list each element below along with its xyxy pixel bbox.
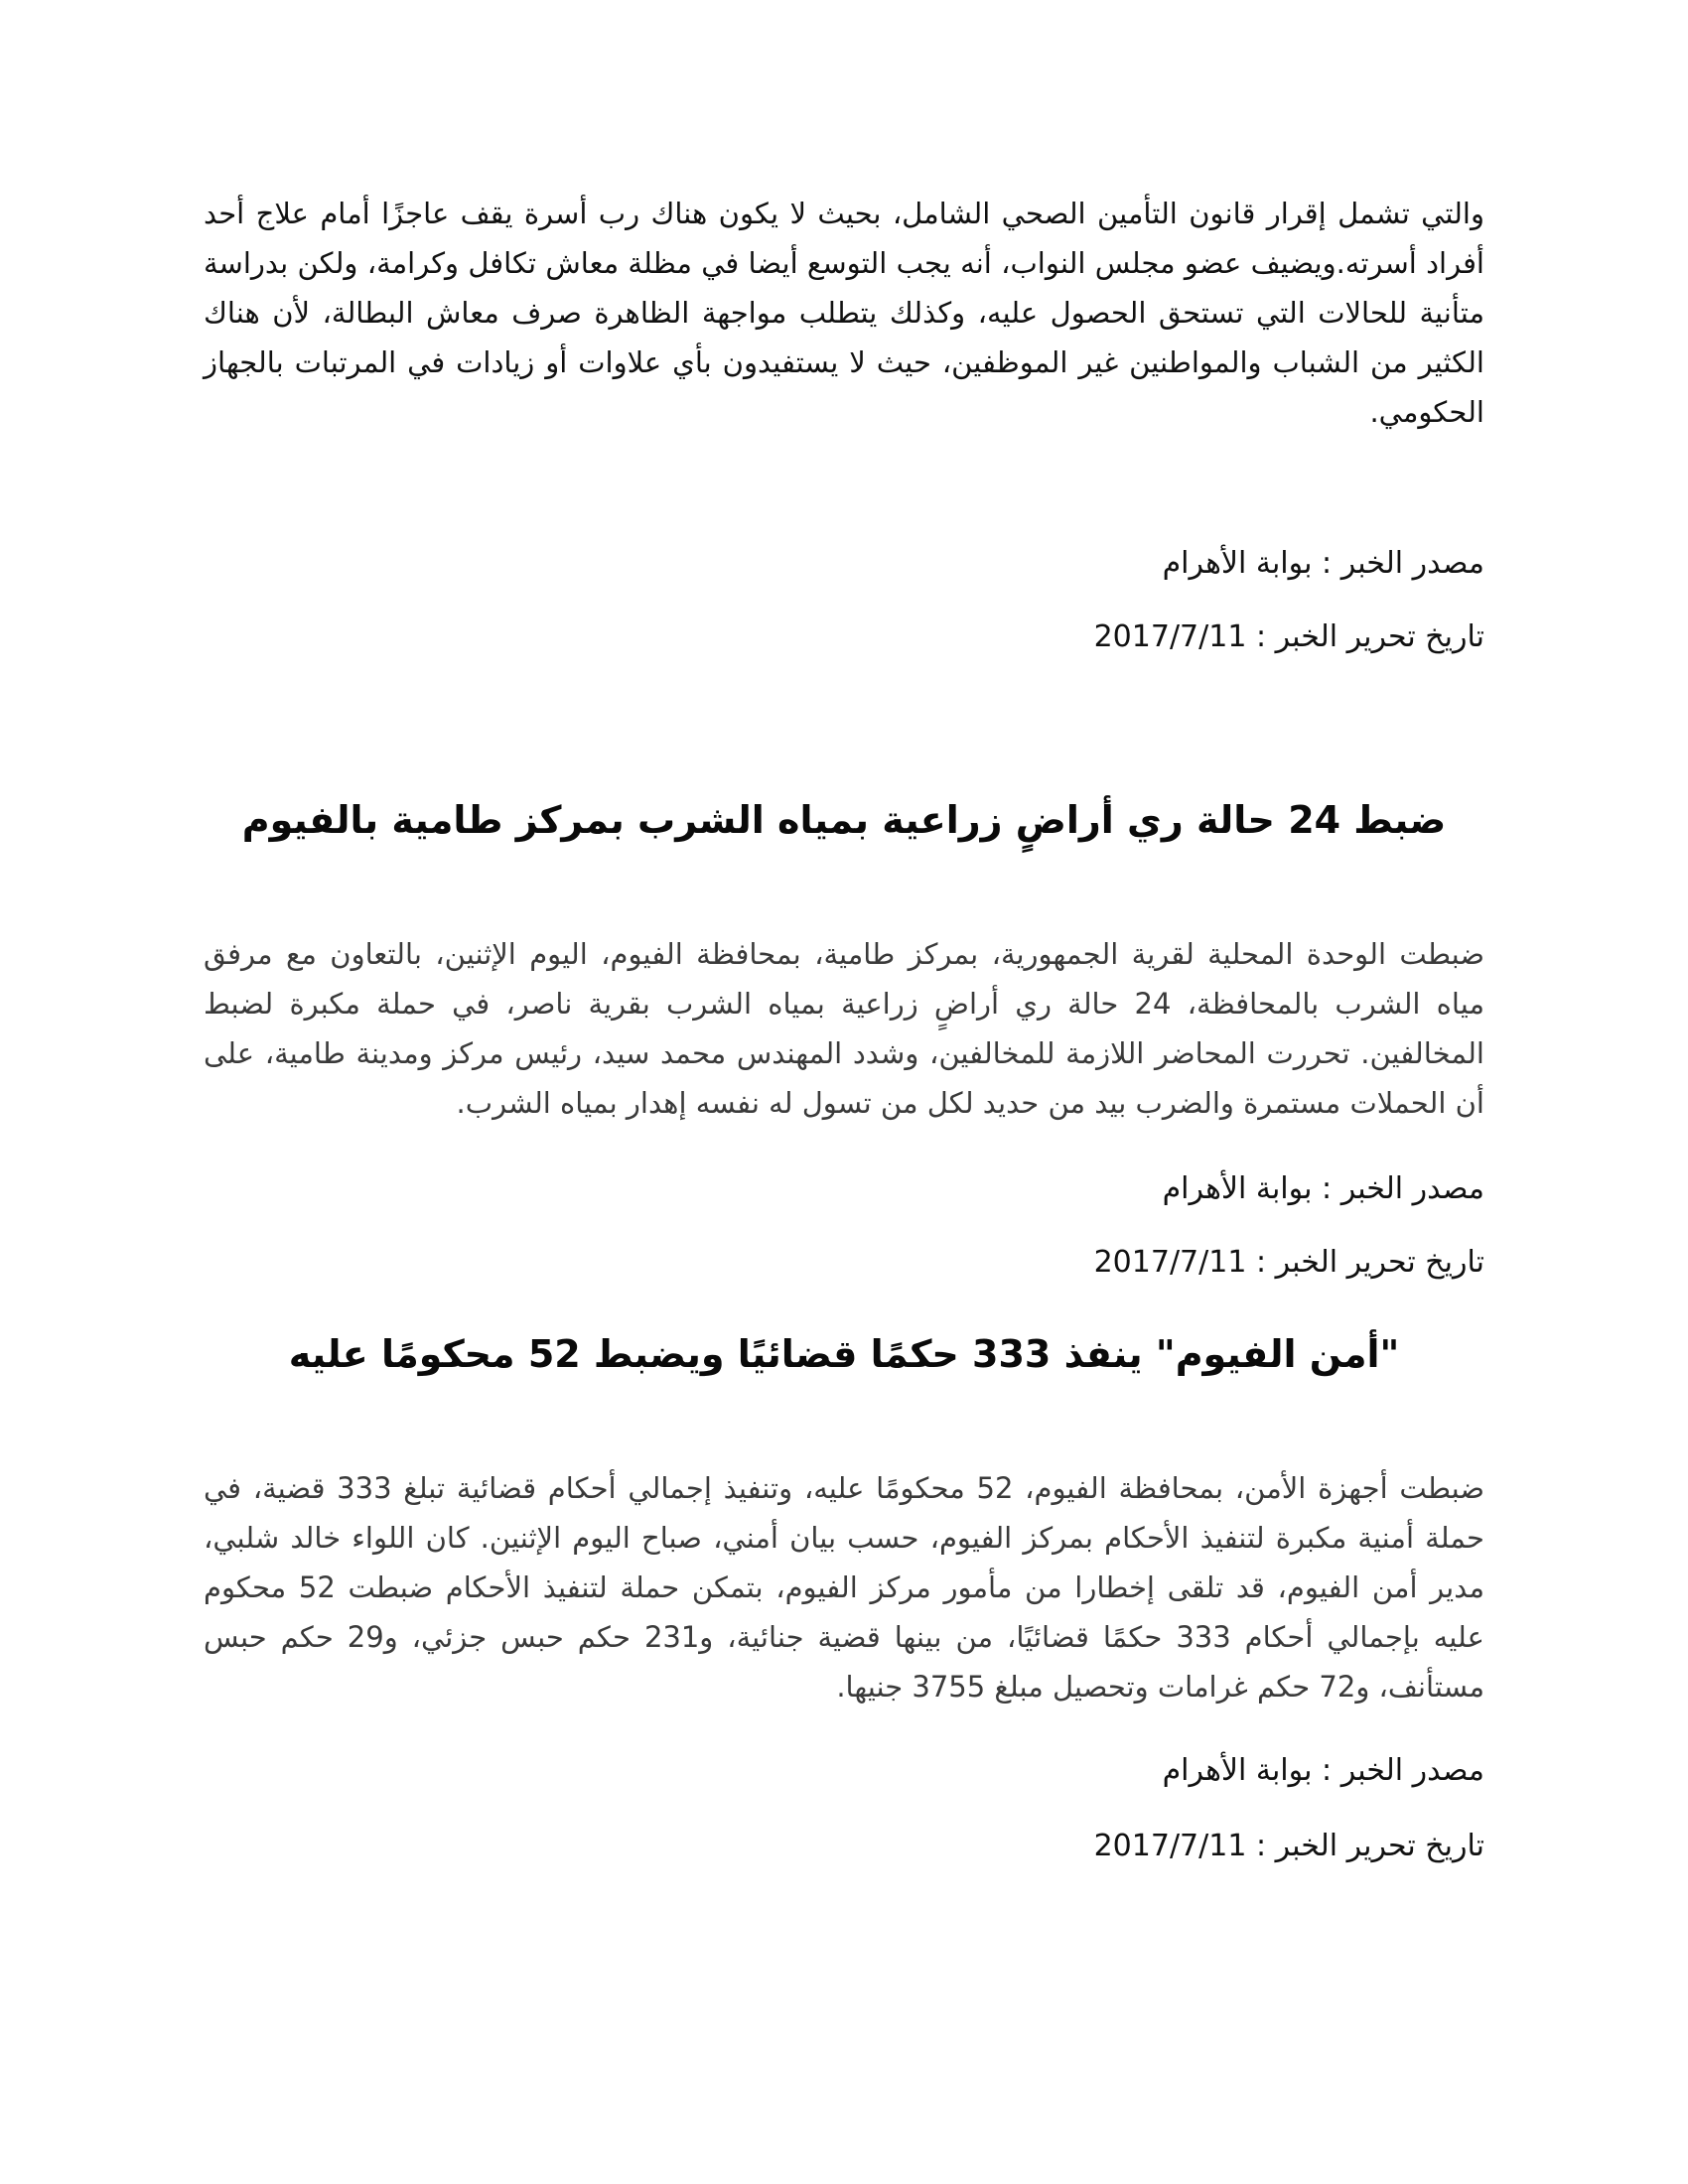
separator: : — [1312, 546, 1341, 581]
date-label: تاريخ تحرير الخبر — [1275, 1829, 1484, 1863]
article1-source-line — [204, 1167, 1484, 1211]
source-label: مصدر الخبر — [1340, 1171, 1484, 1206]
article2-title: "أمن الفيوم" ينفذ 333 حكمًا قضائيًا ويضبط 52 محكومًا عليه — [288, 1332, 1400, 1376]
source-value: بوابة الأهرام — [1162, 1171, 1313, 1206]
intro-date-line — [204, 615, 1484, 659]
article2-body — [204, 1463, 1484, 1711]
separator: : — [1246, 1829, 1276, 1863]
date-label: تاريخ تحرير الخبر — [1275, 619, 1484, 654]
date-value: 2017/7/11 — [1093, 1829, 1247, 1863]
article1-title: ضبط 24 حالة ري أراضٍ زراعية بمياه الشرب بمركز طامية بالفيوم — [241, 798, 1447, 842]
intro-paragraph: والتي تشمل إقرار قانون التأمين الصحي الشامل، بحيث لا يكون هناك رب أسرة يقف عاجزًا أمام علاج أحد أفراد أسرته.ويضيف عضو مجلس النواب، أنه يجب التوسع أيضا في مظلة معاش تكافل وكرامة، ولكن بدراسة متأنية للحالات التي تستحق الحصول عليه، وكذلك يتطلب مواجهة الظاهرة صرف معاش البطالة، لأن هناك الكثير من الشباب والمواطنين غير الموظفين، حيث لا يستفيدون بأي علاوات أو زيادات في المرتبات بالجهاز الحكومي. — [204, 197, 1484, 429]
article1-date-line — [204, 1241, 1484, 1285]
intro-section — [204, 189, 1484, 437]
source-value: بوابة الأهرام — [1162, 1753, 1313, 1788]
source-value: بوابة الأهرام — [1162, 546, 1313, 581]
article2-date-line — [204, 1825, 1484, 1868]
article1-paragraph: ضبطت الوحدة المحلية لقرية الجمهورية، بمركز طامية، بمحافظة الفيوم، اليوم الإثنين، بالتعاون مع مرفق مياه الشرب بالمحافظة، 24 حالة ري أراضٍ زراعية بمياه الشرب بقرية ناصر، في حملة مكبرة لضبط المخالفين. تحررت المحاضر اللازمة للمخالفين، وشدد المهندس محمد سيد، رئيس مركز ومدينة طامية، على أن الحملات مستمرة والضرب بيد من حديد لكل من تسول له نفسه إهدار بمياه الشرب. — [204, 937, 1484, 1120]
separator: : — [1246, 619, 1276, 654]
date-value: 2017/7/11 — [1093, 619, 1247, 654]
intro-source-line — [204, 542, 1484, 586]
article1-body — [204, 929, 1484, 1128]
source-label: مصدر الخبر — [1340, 1753, 1484, 1788]
separator: : — [1312, 1753, 1341, 1788]
separator: : — [1312, 1171, 1341, 1206]
source-label: مصدر الخبر — [1340, 546, 1484, 581]
date-value: 2017/7/11 — [1093, 1245, 1247, 1280]
article2-source-line — [204, 1749, 1484, 1793]
separator: : — [1246, 1245, 1276, 1280]
article2-paragraph: ضبطت أجهزة الأمن، بمحافظة الفيوم، 52 محكومًا عليه، وتنفيذ إجمالي أحكام قضائية تبلغ 333 قضية، في حملة أمنية مكبرة لتنفيذ الأحكام بمركز الفيوم، حسب بيان أمني، صباح اليوم الإثنين. كان اللواء خالد شلبي، مدير أمن الفيوم، قد تلقى إخطارا من مأمور مركز الفيوم، بتمكن حملة لتنفيذ الأحكام ضبطت 52 محكوم عليه بإجمالي أحكام 333 حكمًا قضائيًا، من بينها قضية جنائية، و231 حكم حبس جزئي، و29 حكم حبس مستأنف، و72 حكم غرامات وتحصيل مبلغ 3755 جنيها. — [204, 1471, 1485, 1704]
date-label: تاريخ تحرير الخبر — [1275, 1245, 1484, 1280]
